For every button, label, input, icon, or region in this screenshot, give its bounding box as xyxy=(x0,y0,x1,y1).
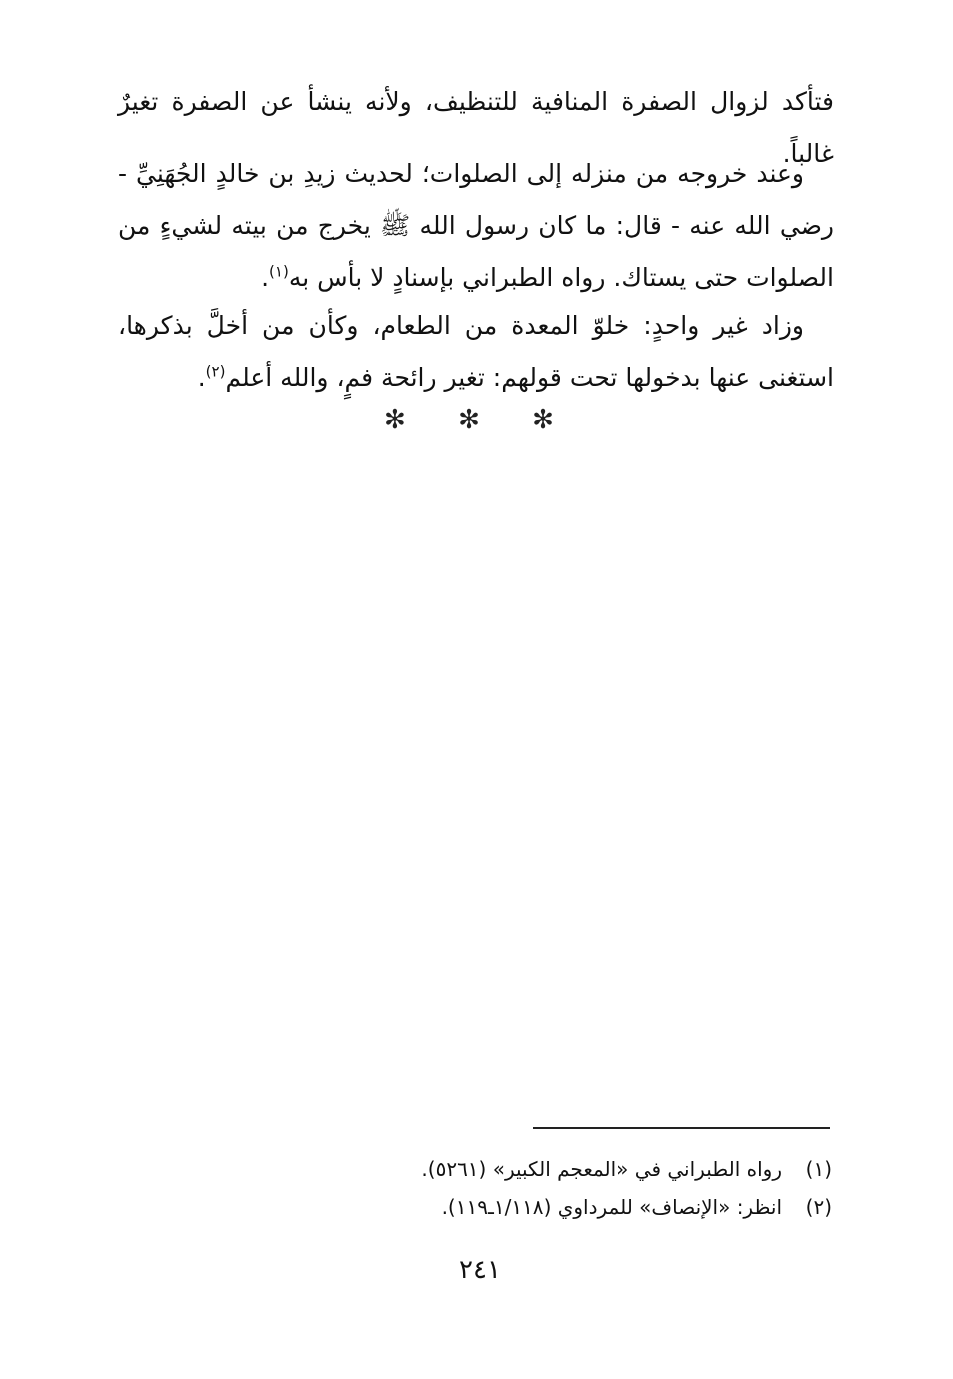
footnote-1 xyxy=(300,1150,832,1188)
footnote-divider xyxy=(533,1127,830,1129)
footnote-2-text: انظر: «الإنصاف» للمرداوي (١/١١٨ـ١١٩). xyxy=(441,1195,782,1219)
footnote-ref-1[interactable]: (١) xyxy=(269,262,289,281)
paragraph-3-end: . xyxy=(197,363,206,392)
footnotes xyxy=(300,1150,832,1226)
footnote-1-text: رواه الطبراني في «المعجم الكبير» (٥٢٦١). xyxy=(421,1157,782,1181)
paragraph-3-text: وزاد غير واحدٍ: خلوّ المعدة من الطعام، وكأن من أخلَّ بذكرها، استغنى عنها بدخولها تحت قولهم: تغير رائحة فمٍ، والله أعلم xyxy=(118,311,834,392)
paragraph-3 xyxy=(118,300,834,404)
page-number: ٢٤١ xyxy=(459,1255,501,1285)
footnote-ref-2[interactable]: (٢) xyxy=(205,362,226,381)
footnote-2 xyxy=(300,1188,832,1226)
footnote-2-number: (٢) xyxy=(805,1195,832,1219)
paragraph-3-body xyxy=(118,300,834,404)
paragraph-2 xyxy=(118,148,834,304)
paragraph-2-body xyxy=(118,148,834,304)
paragraph-2-text: وعند خروجه من منزله إلى الصلوات؛ لحديث زيدِ بن خالدٍ الجُهَنِيِّ - رضي الله عنه - قال: ما كان رسول الله ﷺ يخرج من بيته لشيءٍ من الصلوات حتى يستاك. رواه الطبراني بإسنادٍ لا بأس به xyxy=(118,159,834,292)
footnote-1-number: (١) xyxy=(805,1157,832,1181)
section-separator: ✻ ✻ ✻ xyxy=(384,405,576,435)
paragraph-1-text: فتأكد لزوال الصفرة المنافية للتنظيف، ولأنه ينشأ عن الصفرة تغيرٌ غالباً. xyxy=(118,87,834,168)
paragraph-2-end: . xyxy=(261,263,270,292)
